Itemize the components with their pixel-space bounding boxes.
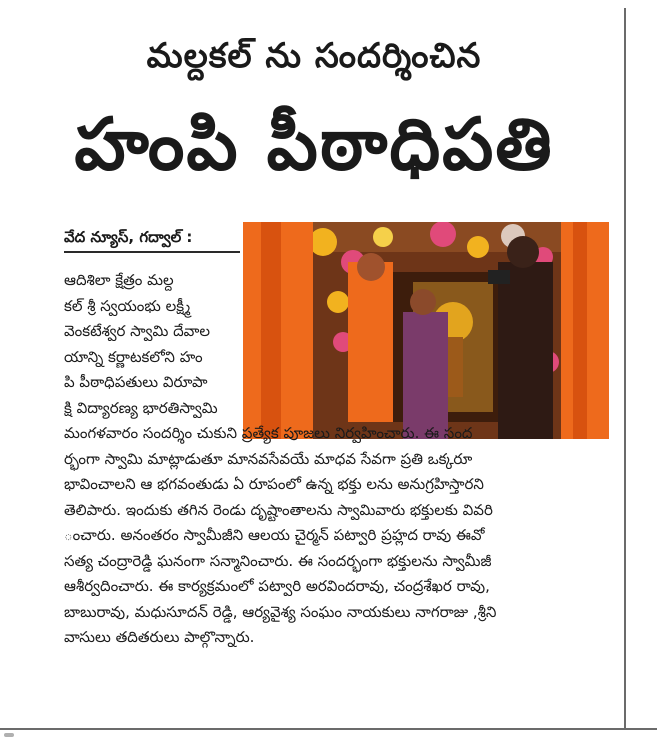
clipping-right-border: [624, 8, 626, 728]
body-line: భావించాలని ఆ భగవంతుడు ఏ రూపంలో ఉన్న భక్తు లను అనుగ్రహిస్తారని: [64, 475, 484, 493]
body-line: యాన్ని కర్ణాటకలోని హం: [64, 347, 203, 366]
clipping-bottom-border: [0, 728, 657, 730]
body-line: వాసులు తదితరులు పాల్గొన్నారు.: [64, 628, 255, 646]
body-line: బాబురావు, మధుసూదన్ రెడ్డి, ఆర్యవైశ్య సంఘం నాయకులు నాగరాజు ,శ్రీని: [64, 602, 497, 621]
body-line: ర్భంగా స్వామి మాట్లాడుతూ మానవసేవయే మాధవ సేవగా ప్రతి ఒక్కరూ: [64, 449, 473, 468]
scroll-indicator: [4, 733, 14, 737]
dateline-underline: [64, 251, 240, 253]
body-line: వెంకటేశ్వర స్వామి దేవాల: [64, 322, 211, 340]
article-body: [64, 268, 618, 651]
article-kicker: మల్దకల్ ను సందర్శించిన: [146, 36, 482, 76]
article-headline: హంపి పీఠాధిపతి: [74, 102, 554, 186]
dateline: వేద న్యూస్, గద్వాల్ :: [64, 228, 193, 246]
body-line: తెలిపారు. ఇందుకు తగిన రెండు దృష్టాంతాలను స్వామివారు భక్తులకు వివరి: [64, 500, 493, 519]
body-line: ఆశీర్వదించారు. ఈ కార్యక్రమంలో పట్వారి అరవిందరావు, చంద్రశేఖర రావు,: [64, 577, 490, 595]
body-line: ఆదిశిలా క్షేత్రం మల్ద: [64, 271, 174, 289]
body-line: మంగళవారం సందర్శిం చుకుని ప్రత్యేక పూజలు నిర్వహించారు. ఈ సంద: [64, 424, 473, 442]
news-clipping: [6, 6, 622, 728]
body-line: ంచారు. అనంతరం స్వామీజీని ఆలయ చైర్మన్ పట్వారి ప్రహ్లద రావు ఈవో: [64, 526, 485, 544]
body-line: పి పీఠాధిపతులు విరూపా: [64, 373, 208, 391]
body-line: కల్ శ్రీ స్వయంభు లక్ష్మీ: [64, 296, 191, 315]
body-line: క్షి విద్యారణ్య భారతిస్వామి: [64, 398, 218, 417]
body-line: సత్య చంద్రారెడ్డి ఘనంగా సన్మానించారు. ఈ సందర్భంగా భక్తులను స్వామీజీ: [64, 551, 492, 570]
